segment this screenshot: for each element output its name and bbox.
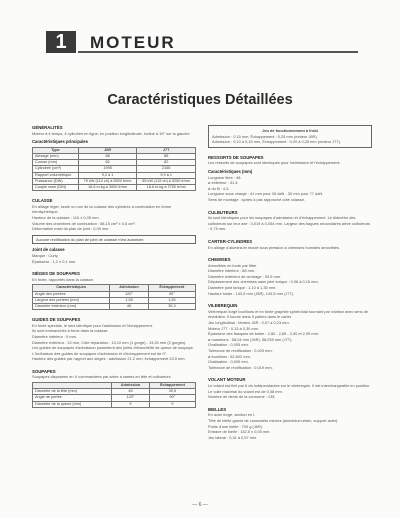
culasse-note: Aucune rectification du plan de joint de culasse n'est autorisée. [32,235,196,245]
soupapes-text: Soupapes disposées en V commandées par arbre à cames en tête et culbuteurs. [32,374,172,380]
ressorts-line: Longueur libre : 48. [208,174,242,180]
generalites-text: Moteur à 4 temps, 4 cylindres en ligne, en position longitudinale, incliné à 15° sur la gauche. [32,130,191,136]
table-cell: 39,5 [149,389,195,395]
table-header-cell: J6R [78,147,137,153]
sieges-heading: SIÈGES DE SOUPAPES [32,271,80,277]
ressorts-line: Sens de montage : spires à pas rapproché côté culasse. [208,196,306,202]
soupapes-heading: SOUPAPES [32,368,56,374]
table-cell: Angle de portée [33,395,112,401]
table-cell: 120° [110,291,149,297]
ressorts-sub: Caractéristiques (mm) [208,168,253,174]
table-cell: 46 [110,303,149,309]
table-cell: Rapport volumétrique [33,172,79,178]
table-cell: Diamètre extérieur (mm) [33,303,110,309]
table-header-cell: Type [33,147,79,153]
table-cell: 85 kW (115 ch) à 5250 tr/mn [137,178,196,184]
volant-heading: VOLANT MOTEUR [208,377,246,383]
guides-line: Hauteur des guides par rapport aux sièges : admission 21,2 mm, échappement 23,5 mm. [32,356,186,362]
table-cell: Diamètre de la tête (mm) [33,389,112,395]
joint-line: Épaisseur : 1,2 ± 0,1 mm. [32,258,77,264]
generalites-heading: GÉNÉRALITÉS [32,125,63,130]
table-cell: 16,6 m.kg à 3000 tr/mn [78,185,137,191]
culasse-text: En alliage léger, seule ou non de la culasse des cylindres à combustion en forme hémisphérique. [32,203,172,215]
vilebrequin-line: Tolérance de rectification : 0,019 mm. [208,364,273,370]
ressorts-text: Les ressorts de soupapes sont identiques pour l'admission et l'échappement. [208,160,341,166]
guides-line: Ils sont emmanchés à force dans la culasse. [32,328,109,334]
vilebrequin-line: Ovalisation : 0,005 mm. [208,359,249,365]
sieges-text: En fonte, rapportés dans la culasse. [32,276,95,282]
chapter-number: 1 [46,31,76,53]
table-header-cell: Admission [112,383,150,389]
jeu-box [208,125,372,148]
table-cell: Angle des portées [33,291,110,297]
chemises-line: Amovibles en fonte par filtre. [208,262,258,268]
guides-line: En fonte spéciale, le seul identique pour l'admission et l'échappement. [32,322,153,328]
vilebrequin-line: Moteur J7T : 0,13 à 0,30 mm. [208,325,259,331]
culasse-heading: CULASSE [32,198,53,204]
table-cell: Diamètre de la queue (mm) [33,401,112,407]
vilebrequin-line: ø tourillons : 62,602 mm. [208,353,251,359]
right-column [208,125,372,440]
table-header-cell: J7T [137,147,196,153]
guides-line: Les guides de soupapes d'admission possèdent des joints d'étanchéité de queue de soupape. [32,345,194,351]
guides-heading: GUIDES DE SOUPAPES [32,317,81,323]
culbuteurs-text: Ils sont identiques pour les soupapes d'admission et d'échappement. Le diamètre des culbuteurs sur leur axe : 0,019 à 0,054 mm. Largeur des bagues secondaires arbre culbuteurs : 5,75 mm. [208,215,370,232]
table-cell: 120° [112,395,150,401]
table-cell: Largeur des portées (mm) [33,297,110,303]
table-cell: 88 [78,153,137,159]
table-row [33,401,196,407]
guides-line: Diamètre intérieur : 9 mm. [32,333,77,339]
table-header-cell: Échappement [148,285,195,291]
carter-text: En alliage d'aluminium moulé sous pression à chemises humides amovibles. [208,244,340,250]
table-cell: 18,6 m.kg à 2750 tr/mn [137,185,196,191]
table-cell: 1,65 [148,297,195,303]
chemises-heading: CHEMISES [208,257,231,263]
ressorts-heading: RESSORTS DE SOUPAPES [208,154,264,160]
table-cell: 2165 [137,166,196,172]
bielles-line: Poids d'une bielle : 700 g (J6R). [208,423,264,429]
culasse-line: Hauteur de la culasse : 116 ± 0,05 mm. [32,214,100,220]
table-cell: 9,2 à 1 [78,172,137,178]
table-cell: 1995 [78,166,137,172]
table-cell: Couple maxi (DIN) [33,185,79,191]
vilebrequin-line: Tolérance de rectification : 0,025 mm. [208,348,273,353]
table-cell: 82 [78,160,137,166]
chemises-line: Diamètre joint torique : 1,10 à 1,35 mm. [208,285,277,291]
chemises-line: Diamètre extérieur de centrage : 93,5 mm. [208,273,282,279]
chapter-title: MOTEUR [90,33,176,52]
guides-line: Diamètre extérieur : 13 mm, Côte réparation : 13,10 mm (1 gorge) - 13,25 mm (2 gorges). [32,339,187,345]
chemises-line: Dépassement des chemises sans joint torique : 0,08 à 0,15 mm. [208,279,319,285]
left-column [32,125,196,408]
table-header-cell: Admission [110,285,149,291]
bielles-line: Jeu latéral : 0,31 à 0,57 mm. [208,434,258,440]
chemises-line: Hauteur totale : 143,5 mm (J6R), 143,5 mm (J7T). [208,290,295,296]
jeu-line: Admission : 0,10 à 0,15 mm, Échappement : 0,20 à 0,25 mm (moteur J7T). [212,139,342,145]
table-cell: 79 kW (110 ch) à 5500 tr/mn [78,178,137,184]
culasse-line: Volume des chambres de combustion : 68,15 cm³ ± 0,6 cm³. [32,220,136,226]
table-cell: 1,65 [110,297,149,303]
table-header-cell: Échappement [149,383,195,389]
jeu-title: Jeu de fonctionnement à froid [262,128,318,133]
table-cell: Course (mm) [33,160,79,166]
volant-extra: Nombre de dents de la couronne : 135. [208,394,276,400]
table-cell: 9 [149,401,195,407]
jeu-line: Admission : 0,15 mm. Échappement : 0,25 mm (moteur J6R). [212,133,318,139]
table-cell: 9 [112,401,150,407]
table-header-cell: Caractéristiques [33,285,110,291]
ressorts-line: ø du fil : 4,3. [208,185,230,191]
joint-heading: Joint de culasse [32,247,65,253]
table-row [33,303,196,309]
vilebrequin-line: Jeu longitudinal : Moteur J6R : 0,07 à 0,23 mm. [208,320,290,326]
table-cell: Puissance (DIN) [33,178,79,184]
table-cell: 39,3 [148,303,195,309]
bielles-line: Tête de bielle garnie de coussinets minces (aluminium-étain, support acier). [208,417,339,423]
carac-heading: Caractéristiques principales [32,139,89,145]
carac-table [32,147,196,191]
soupapes-table [32,382,196,408]
vilebrequin-line: Vilebrequin forgé tourillons et en fonte graphite sphéroïdal tournant par rotation avec sens de révolution. Il tourne dans 5 paliers dans le carter. [208,308,368,320]
bielles-heading: BIELLES [208,406,227,412]
table-cell: 82 [137,160,196,166]
vilebrequin-line: Épaisseur des flasques de butée : 2,80 - 2,85 - 2,90 et 2,95 mm. [208,331,319,337]
table-cell: Cylindrée (cm³) [33,166,79,172]
vilebrequin-line: Ovalisation : 0,005 mm. [208,342,249,348]
bielles-line: En acier forgé, section en I. [208,412,256,418]
table-cell: 46 [112,389,150,395]
culbuteurs-heading: CULBUTEURS [208,209,238,215]
page-title: Caractéristiques Détaillées [107,92,293,108]
page-number: — 6 — [192,502,208,508]
table-cell: 90° [149,395,195,401]
joint-line: Marque : Curty. [32,252,59,258]
carter-heading: CARTER-CYLINDRES [208,238,253,244]
culasse-line: Déformation maxi du plan de joint : 0,05 mm. [32,226,110,232]
table-row [33,178,196,184]
vilebrequin-line: ø manetons : 58,04 mm (J6R), 58,035 mm (J7T). [208,336,293,342]
table-cell: 9,9 à 1 [137,172,196,178]
ressorts-line: ø extérieur : 31,4. [208,180,239,186]
bielles-line: Entraxe de bielle : 152,5 ± 0,05 mm. [208,429,271,435]
table-row [33,185,196,191]
table-cell: 90° [148,291,195,297]
table-cell: Alésage (mm) [33,153,79,159]
volant-text: Le volant est fixé par 6 vis indépendantes sur le vilebrequin. Il est interchangeable en position. Le voile maximal du volant est de 0,08 mm. [208,382,371,394]
table-cell: 88 [137,153,196,159]
ressorts-line: Longueur sous charge : 41 mm pour 26 daN - 30 mm pour 77 daN. [208,191,324,197]
vilebrequin-heading: VILEBREQUIN [208,303,238,309]
sieges-table [32,284,196,310]
chemises-line: Diamètre intérieur : 88 mm. [208,268,256,274]
guides-line: L'inclinaison des guides de soupapes d'admission et d'échappement est de 0°. [32,350,168,356]
